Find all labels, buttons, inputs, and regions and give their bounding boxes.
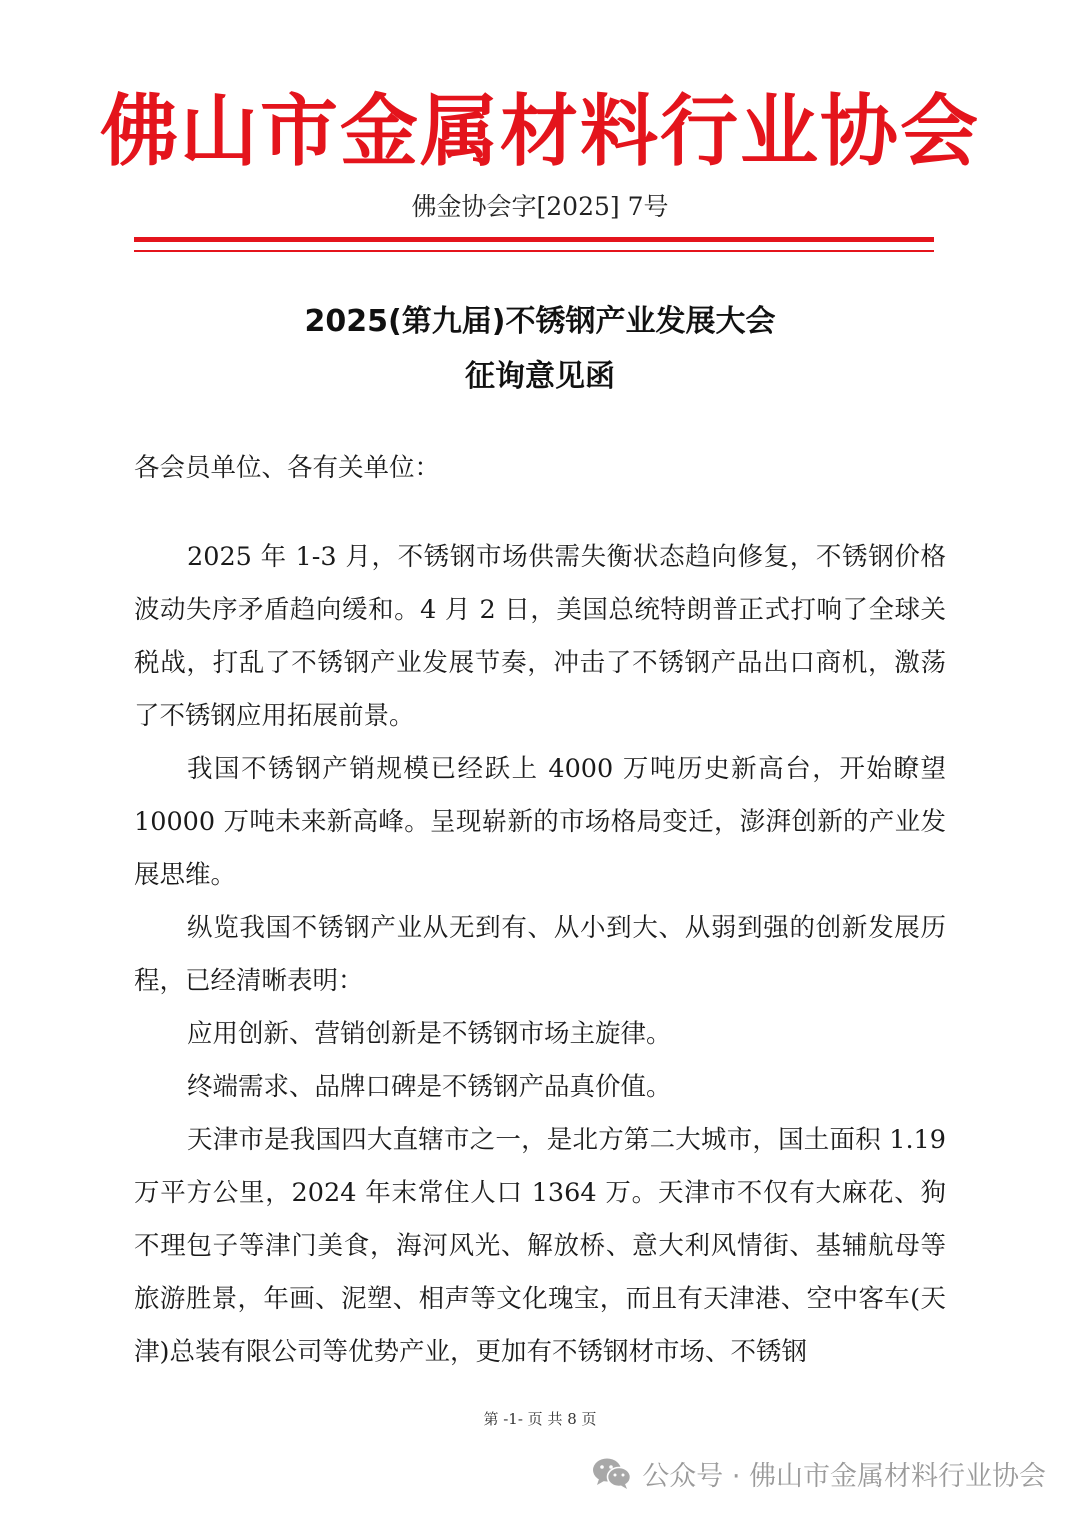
body-paragraph: 终端需求、品牌口碑是不锈钢产品真价值。 [187, 1072, 672, 1102]
body-paragraph: 应用创新、营销创新是不锈钢市场主旋律。 [187, 1019, 672, 1049]
letterhead-org-name: 佛山市金属材料行业协会 [99, 86, 980, 177]
wechat-watermark [592, 1453, 1046, 1493]
wechat-icon [592, 1456, 632, 1490]
body-paragraph: 2025 年 1-3 月，不锈钢市场供需失衡状态趋向修复，不锈钢价格波动失序矛盾趋向缓和。4 月 2 日，美国总统特朗普正式打响了全球关税战，打乱了不锈钢产业发展节奏，冲击了不锈钢产品出口商机，激荡了不锈钢应用拓展前景。 [134, 542, 946, 731]
document-subtitle: 征询意见函 [465, 359, 615, 394]
salutation: 各会员单位、各有关单位： [134, 453, 441, 483]
document-title: 2025(第九届)不锈钢产业发展大会 [304, 304, 776, 339]
body-paragraph: 天津市是我国四大直辖市之一，是北方第二大城市，国土面积 1.19 万平方公里，2024 年末常住人口 1364 万。天津市不仅有大麻花、狗不理包子等津门美食，海河风光、解放桥、意大利风情街、基辅航母等旅游胜景，年画、泥塑、相声等文化瑰宝，而且有天津港、空中客车(天津)总装有限公司等优势产业，更加有不锈钢材市场、不锈钢 [134, 1125, 946, 1367]
letterhead-rule-thin [134, 250, 934, 252]
page-indicator: 第 -1- 页 共 8 页 [483, 1410, 597, 1428]
body-paragraph: 我国不锈钢产销规模已经跃上 4000 万吨历史新高台，开始瞭望 10000 万吨未来新高峰。呈现崭新的市场格局变迁，澎湃创新的产业发展思维。 [134, 754, 946, 890]
letterhead-rule-thick [134, 237, 934, 242]
body-paragraph: 纵览我国不锈钢产业从无到有、从小到大、从弱到强的创新发展历程，已经清晰表明： [134, 913, 946, 996]
watermark-text: 公众号 · 佛山市金属材料行业协会 [642, 1460, 1046, 1492]
document-number: 佛金协会字[2025] 7号 [411, 192, 669, 221]
